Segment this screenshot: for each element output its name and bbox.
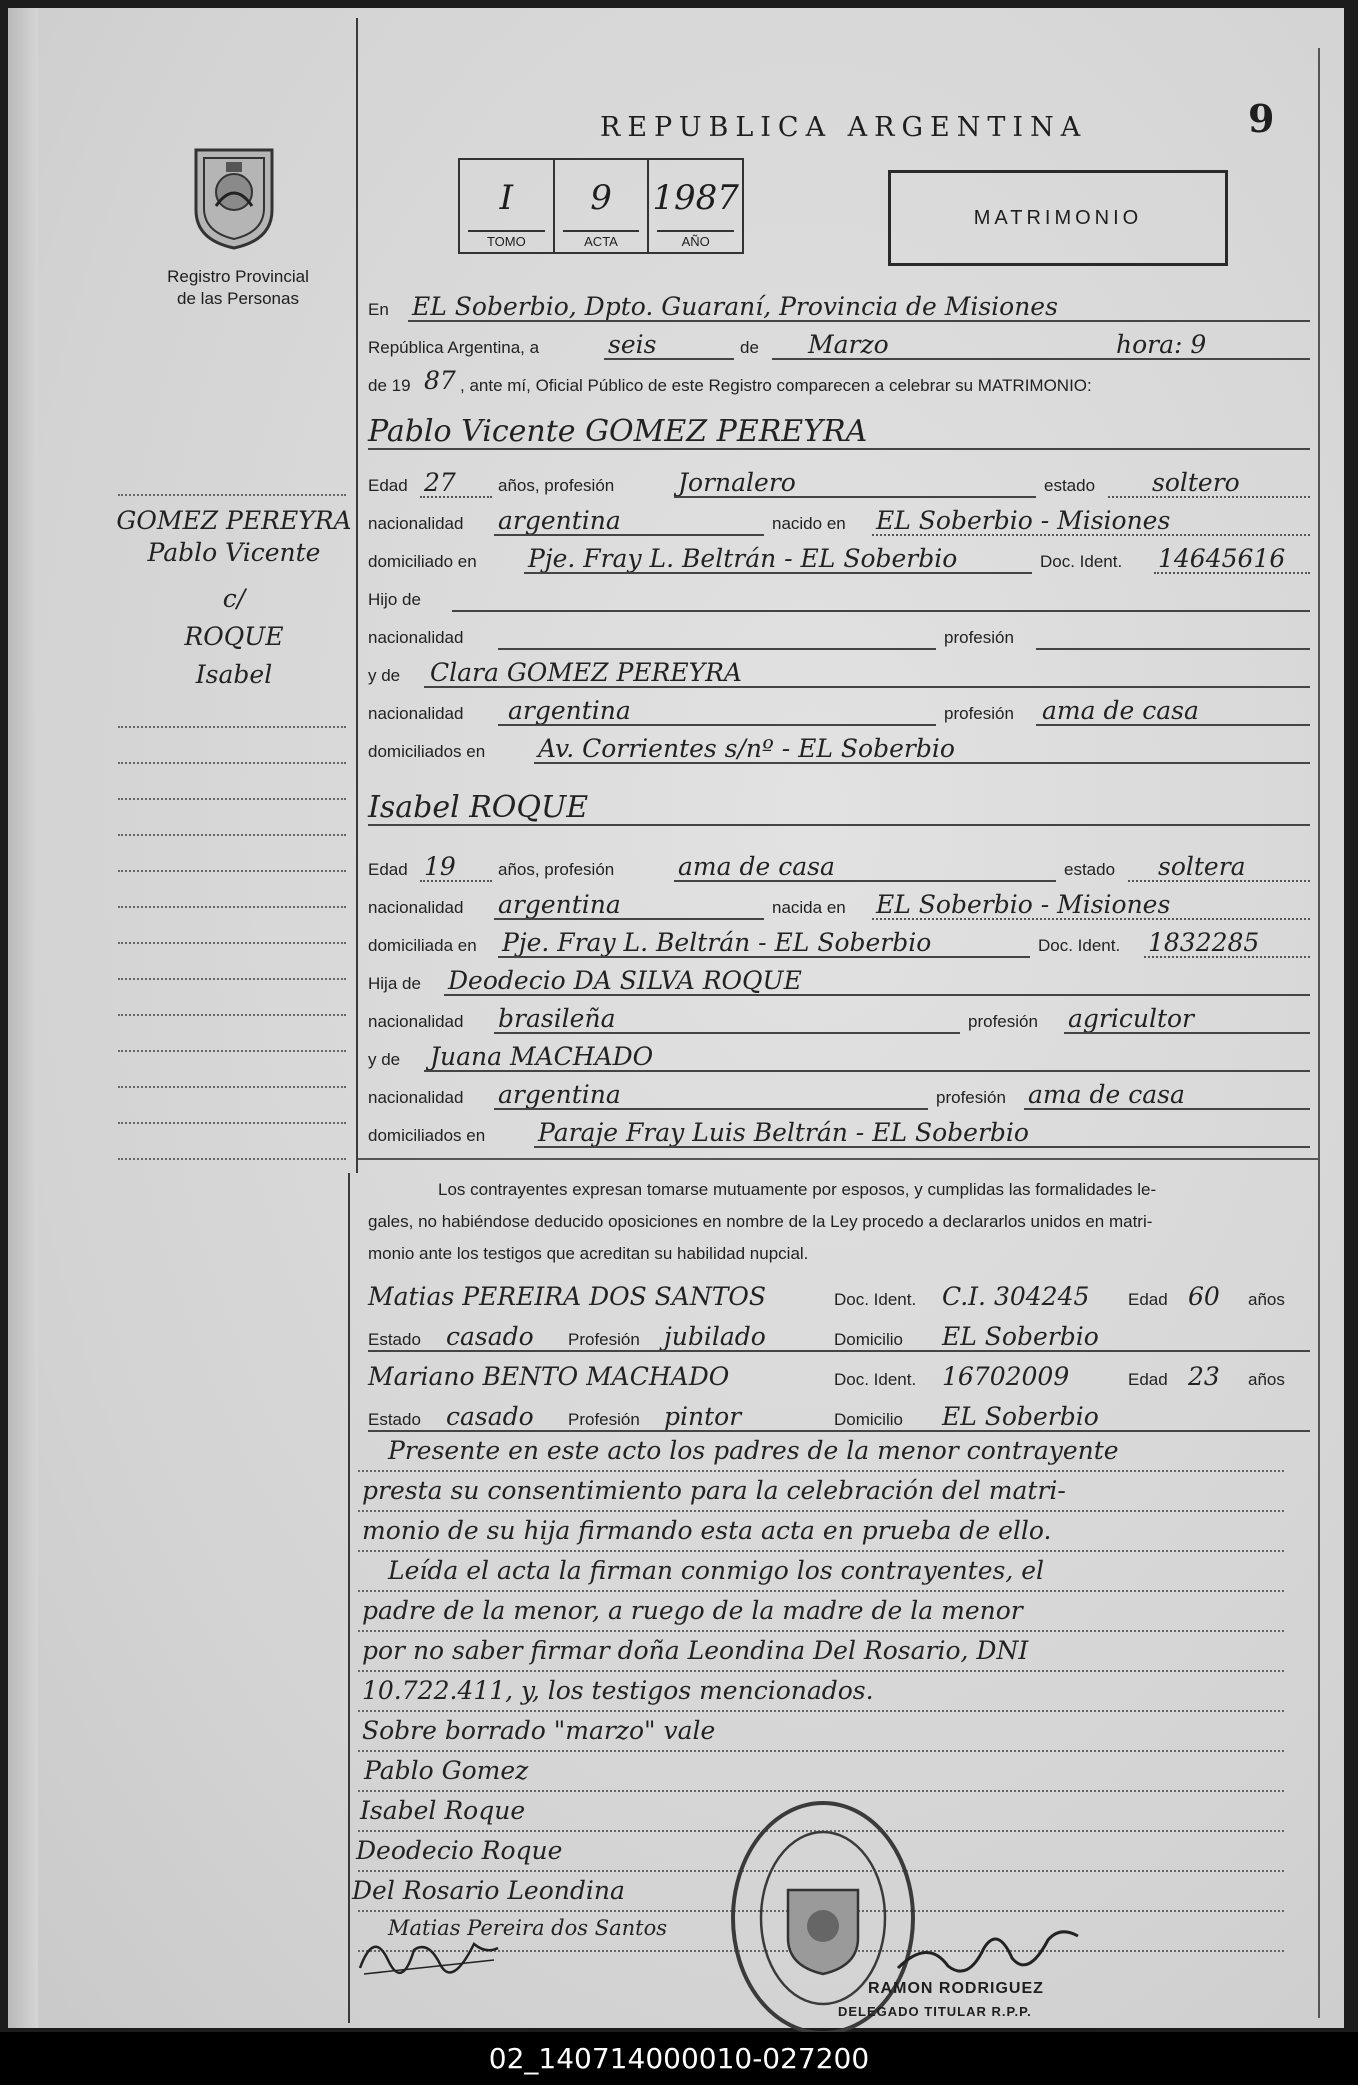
bride-father-nac-label: nacionalidad <box>368 1012 464 1031</box>
officer-name: RAMON RODRIGUEZ <box>868 1980 1044 1997</box>
address-underline <box>524 572 1032 574</box>
bride-estado: soltera <box>1158 852 1246 881</box>
groom-mother-details-row <box>368 692 1310 728</box>
groom-nationality: argentina <box>498 506 621 535</box>
father-underline <box>452 610 1310 612</box>
groom-address: Pje. Fray L. Beltrán - EL Soberbio <box>528 544 958 573</box>
father-nac-underline <box>498 648 936 650</box>
signature-groom: Pablo Gomez <box>364 1756 529 1785</box>
notes-dotline <box>358 1510 1284 1512</box>
bride-mother-label: y de <box>368 1050 401 1069</box>
groom-prof-label: años, profesión <box>498 476 615 495</box>
witness1-anos-label: años <box>1248 1290 1285 1309</box>
groom-doc-label: Doc. Ident. <box>1040 552 1123 571</box>
form-right-rule <box>1318 48 1320 2018</box>
bride-nacida-label: nacida en <box>772 898 846 917</box>
margin-dotline <box>118 870 346 872</box>
witness2-details-row <box>368 1398 1310 1434</box>
groom-name: Pablo Vicente GOMEZ PEREYRA <box>368 414 868 449</box>
estado-dotline <box>1108 496 1310 498</box>
bride-mother-row <box>368 1038 1310 1074</box>
note-line5: padre de la menor, a ruego de la madre de la menor <box>362 1596 1023 1625</box>
ceremony-day: seis <box>608 330 657 359</box>
witness2-row <box>368 1358 1310 1394</box>
note-line1: Presente en este acto los padres de la menor contrayente <box>388 1436 1119 1465</box>
bride-mother-details-row <box>368 1076 1310 1112</box>
acta-label: ACTA <box>563 230 640 252</box>
estado-dotline <box>1128 880 1310 882</box>
margin-dotline <box>118 834 346 836</box>
margin-dotline <box>118 906 346 908</box>
bride-parents-dom-label: domiciliados en <box>368 1126 486 1145</box>
ceremony-year-suffix: 87 <box>424 366 456 395</box>
acta-cell <box>555 160 650 252</box>
note-line6: por no saber firmar doña Leondina Del Rosario, DNI <box>362 1636 1029 1665</box>
signature-dotline <box>358 1790 1284 1792</box>
place-underline <box>408 320 1310 322</box>
bride-mother-nationality: argentina <box>498 1080 621 1109</box>
margin-bride-surname: ROQUE <box>184 622 284 651</box>
witness2-signature-icon <box>354 1920 504 1980</box>
groom-father-details-row <box>368 616 1310 652</box>
registry-line1: Registro Provincial <box>167 267 309 286</box>
margin-groom-given: Pablo Vicente <box>147 538 321 567</box>
witness2-underline <box>368 1430 1310 1432</box>
groom-mother-profession: ama de casa <box>1042 696 1199 725</box>
groom-mother: Clara GOMEZ PEREYRA <box>430 658 742 687</box>
bride-father: Deodecio DA SILVA ROQUE <box>448 966 802 995</box>
ceremony-month: Marzo <box>808 330 889 359</box>
ano-cell <box>649 160 742 252</box>
intro-place-row <box>368 288 1310 324</box>
en-label: En <box>368 300 389 319</box>
age-dotline <box>420 496 492 498</box>
intro-date-row <box>368 326 1310 362</box>
bride-father-profession: agricultor <box>1068 1004 1195 1033</box>
groom-father-row <box>368 578 1310 614</box>
groom-profession: Jornalero <box>678 468 796 497</box>
intro-statement-row <box>368 364 1310 400</box>
tomo-label: TOMO <box>468 230 545 252</box>
document-type-box: MATRIMONIO <box>888 170 1228 266</box>
tomo-value: I <box>499 178 514 218</box>
bride-hija-label: Hija de <box>368 974 421 993</box>
margin-dotline <box>118 1158 346 1160</box>
witness2-estado: casado <box>446 1402 534 1431</box>
note-line7: 10.722.411, y, los testigos mencionados. <box>362 1676 874 1705</box>
notes-dotline <box>358 1590 1284 1592</box>
father-underline <box>444 994 1310 996</box>
witness1-row <box>368 1278 1310 1314</box>
margin-dotline <box>118 978 346 980</box>
witness1-doc-label: Doc. Ident. <box>834 1290 917 1309</box>
margin-dotline <box>118 942 346 944</box>
volume-record-table <box>458 158 744 254</box>
bride-name: Isabel ROQUE <box>368 790 589 825</box>
groom-parents-dom-label: domiciliados en <box>368 742 486 761</box>
margin-bride-given: Isabel <box>195 660 273 689</box>
bride-doc-label: Doc. Ident. <box>1038 936 1121 955</box>
witness2-address: EL Soberbio <box>942 1402 1099 1431</box>
age-dotline <box>420 880 492 882</box>
witness1-details-row <box>368 1318 1310 1354</box>
tomo-cell <box>460 160 555 252</box>
bride-birthplace: EL Soberbio - Misiones <box>876 890 1171 919</box>
bride-mother-nac-label: nacionalidad <box>368 1088 464 1107</box>
bride-father-nationality: brasileña <box>498 1004 616 1033</box>
groom-nacido-label: nacido en <box>772 514 846 533</box>
margin-groom-surname: GOMEZ PEREYRA <box>116 506 352 535</box>
groom-estado-label: estado <box>1044 476 1096 495</box>
witness2-profession: pintor <box>664 1402 742 1431</box>
groom-hijo-label: Hijo de <box>368 590 421 609</box>
groom-parents-address-row <box>368 730 1310 766</box>
mother-prof-underline <box>1036 724 1310 726</box>
bride-address: Pje. Fray L. Beltrán - EL Soberbio <box>502 928 932 957</box>
birthplace-dotline <box>872 534 1310 536</box>
groom-doc: 14645616 <box>1158 544 1286 573</box>
binding-edge <box>8 8 38 2028</box>
witness2-anos-label: años <box>1248 1370 1285 1389</box>
image-id-bar: 02_140714000010-027200 <box>0 2032 1358 2085</box>
ceremony-place: EL Soberbio, Dpto. Guaraní, Provincia de Misiones <box>412 292 1058 321</box>
witness1-address: EL Soberbio <box>942 1322 1099 1351</box>
witness1-edad-label: Edad <box>1128 1290 1168 1309</box>
margin-dotline <box>118 726 346 728</box>
witness2-name: Mariano BENTO MACHADO <box>368 1362 730 1391</box>
declaration-line1: Los contrayentes expresan tomarse mutuamente por esposos, y cumplidas las formalidades le- <box>438 1180 1157 1199</box>
groom-mother-nationality: argentina <box>508 696 631 725</box>
witness1-name: Matias PEREIRA DOS SANTOS <box>368 1282 767 1311</box>
republic-label: República Argentina, a <box>368 338 540 357</box>
parents-address-underline <box>534 1146 1310 1148</box>
bride-mother-profession: ama de casa <box>1028 1080 1185 1109</box>
bride-father-details-row <box>368 1000 1310 1036</box>
mother-underline <box>424 1070 1310 1072</box>
groom-nac-label: nacionalidad <box>368 514 464 533</box>
note-line3: monio de su hija firmando esta acta en prueba de ello. <box>362 1516 1052 1545</box>
mother-nac-underline <box>498 724 936 726</box>
witness1-prof-label: Profesión <box>568 1330 640 1349</box>
section-divider <box>358 1158 1318 1160</box>
ano-value: 1987 <box>652 178 739 218</box>
groom-address-row <box>368 540 1310 576</box>
officer-role: DELEGADO TITULAR R.P.P. <box>838 2004 1032 2019</box>
profession-underline <box>674 496 1036 498</box>
witness1-age: 60 <box>1188 1282 1220 1311</box>
de-label: de <box>740 338 759 357</box>
groom-mother-nac-label: nacionalidad <box>368 704 464 723</box>
mother-underline <box>424 686 1310 688</box>
bride-edad-label: Edad <box>368 860 408 879</box>
margin-dotline <box>118 1086 346 1088</box>
mother-prof-underline <box>1024 1108 1310 1110</box>
doc-dotline <box>1144 956 1310 958</box>
bride-profession: ama de casa <box>678 852 835 881</box>
declaration-line2: gales, no habiéndose deducido oposiciones en nombre de la Ley procedo a declararlos unidos en matri- <box>368 1212 1153 1231</box>
witness2-dom-label: Domicilio <box>834 1410 903 1429</box>
bride-estado-label: estado <box>1064 860 1116 879</box>
margin-dotline <box>118 762 346 764</box>
note-line8: Sobre borrado "marzo" vale <box>362 1716 716 1745</box>
bride-age-row <box>368 848 1310 884</box>
bride-parents-address: Paraje Fray Luis Beltrán - EL Soberbio <box>538 1118 1029 1147</box>
ano-label: AÑO <box>657 230 734 252</box>
groom-nationality-row <box>368 502 1310 538</box>
note-line2: presta su consentimiento para la celebración del matri- <box>362 1476 1066 1505</box>
officer-signature-icon <box>888 1918 1088 1988</box>
registry-line2: de las Personas <box>177 289 299 308</box>
notes-dotline <box>358 1470 1284 1472</box>
bride-doc: 1832285 <box>1148 928 1260 957</box>
witness1-dom-label: Domicilio <box>834 1330 903 1349</box>
groom-father-prof-label: profesión <box>944 628 1014 647</box>
notes-dotline <box>358 1630 1284 1632</box>
year-prefix: de 19 <box>368 376 411 395</box>
bride-name-underline <box>368 824 1310 826</box>
witness1-estado-label: Estado <box>368 1330 421 1349</box>
margin-dotline <box>118 494 346 496</box>
bride-father-prof-label: profesión <box>968 1012 1038 1031</box>
bride-age: 19 <box>424 852 456 881</box>
groom-mother-prof-label: profesión <box>944 704 1014 723</box>
bride-parents-address-row <box>368 1114 1310 1150</box>
groom-edad-label: Edad <box>368 476 408 495</box>
bride-father-row <box>368 962 1310 998</box>
birthplace-dotline <box>872 918 1310 920</box>
profession-underline <box>674 880 1056 882</box>
signature-bride-mother-proxy: Del Rosario Leondina <box>352 1876 625 1905</box>
nationality-underline <box>494 918 764 920</box>
acta-value: 9 <box>590 178 612 218</box>
groom-name-underline <box>368 448 1310 450</box>
bride-address-row <box>368 924 1310 960</box>
mother-nac-underline <box>494 1108 928 1110</box>
provincial-seal-icon <box>186 140 282 250</box>
margin-conjunction: c/ <box>222 584 246 613</box>
groom-father-nac-label: nacionalidad <box>368 628 464 647</box>
doc-dotline <box>1154 572 1310 574</box>
bride-prof-label: años, profesión <box>498 860 615 879</box>
month-underline <box>772 358 1310 360</box>
notes-dotline <box>358 1550 1284 1552</box>
groom-name-row <box>368 408 1310 452</box>
groom-age-row <box>368 464 1310 500</box>
bride-nationality: argentina <box>498 890 621 919</box>
groom-mother-label: y de <box>368 666 401 685</box>
groom-birthplace: EL Soberbio - Misiones <box>876 506 1171 535</box>
note-line4: Leída el acta la firman conmigo los contrayentes, el <box>388 1556 1045 1585</box>
bride-mother-prof-label: profesión <box>936 1088 1006 1107</box>
father-prof-underline <box>1064 1032 1310 1034</box>
signature-bride-father: Deodecio Roque <box>356 1836 563 1865</box>
witness1-doc: C.I. 304245 <box>942 1282 1090 1311</box>
witness2-doc: 16702009 <box>942 1362 1070 1391</box>
record-page <box>8 8 1344 2028</box>
witness2-edad-label: Edad <box>1128 1370 1168 1389</box>
bride-nationality-row <box>368 886 1310 922</box>
page-number: 9 <box>1248 96 1275 141</box>
ceremony-hour: hora: 9 <box>1116 330 1207 359</box>
parents-address-underline <box>534 762 1310 764</box>
registry-name <box>148 266 328 310</box>
groom-mother-row <box>368 654 1310 690</box>
witness1-underline <box>368 1350 1310 1352</box>
address-underline <box>498 956 1030 958</box>
form-left-rule <box>356 18 358 1173</box>
margin-dotline <box>118 798 346 800</box>
father-prof-underline <box>1036 648 1310 650</box>
witness2-estado-label: Estado <box>368 1410 421 1429</box>
bride-nac-label: nacionalidad <box>368 898 464 917</box>
declaration-line3: monio ante los testigos que acreditan su habilidad nupcial. <box>368 1244 809 1263</box>
form-left-rule-lower <box>348 1173 350 2023</box>
margin-dotline <box>118 1122 346 1124</box>
bride-dom-label: domiciliada en <box>368 936 477 955</box>
notes-dotline <box>358 1750 1284 1752</box>
bride-mother: Juana MACHADO <box>430 1042 654 1071</box>
country-heading: REPUBLICA ARGENTINA <box>600 112 1088 143</box>
signature-witness1: Matias Pereira dos Santos <box>388 1916 668 1940</box>
witness2-prof-label: Profesión <box>568 1410 640 1429</box>
margin-dotline <box>118 1014 346 1016</box>
father-nac-underline <box>494 1032 960 1034</box>
day-underline <box>604 358 734 360</box>
notes-dotline <box>358 1710 1284 1712</box>
signature-bride: Isabel Roque <box>360 1796 526 1825</box>
intro-statement: , ante mí, Oficial Público de este Registro comparecen a celebrar su MATRIMONIO: <box>460 376 1092 395</box>
groom-age: 27 <box>424 468 456 497</box>
groom-parents-address: Av. Corrientes s/nº - EL Soberbio <box>538 734 955 763</box>
witness2-doc-label: Doc. Ident. <box>834 1370 917 1389</box>
witness1-estado: casado <box>446 1322 534 1351</box>
notes-dotline <box>358 1670 1284 1672</box>
margin-dotline <box>118 1050 346 1052</box>
witness1-profession: jubilado <box>664 1322 766 1351</box>
groom-dom-label: domiciliado en <box>368 552 477 571</box>
witness2-age: 23 <box>1188 1362 1220 1391</box>
bride-name-row <box>368 784 1310 828</box>
marriage-declaration <box>368 1174 1298 1270</box>
groom-estado: soltero <box>1152 468 1240 497</box>
nationality-underline <box>494 534 764 536</box>
